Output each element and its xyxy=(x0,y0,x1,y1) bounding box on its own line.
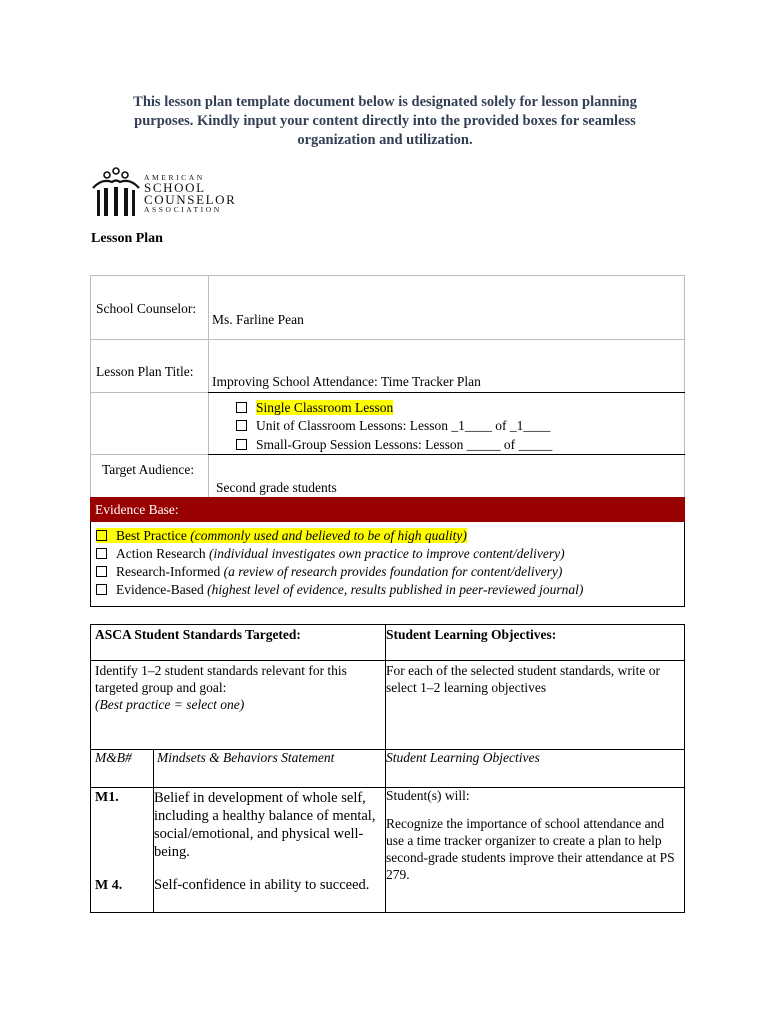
asca-figures-icon xyxy=(90,166,142,218)
m1-statement[interactable]: Belief in development of whole self, including a healthy balance of mental, social/emotional, and physical well-being. xyxy=(154,790,376,860)
audience-label: Target Audience: xyxy=(102,462,195,477)
option-small-group[interactable] xyxy=(236,436,552,454)
objectives-instructions: For each of the selected student standards, write or select 1–2 learning objectives xyxy=(386,663,661,695)
evidence-desc: (commonly used and believed to be of high quality) xyxy=(190,528,467,543)
evidence-name: Best Practice xyxy=(116,528,187,543)
title-field[interactable]: Improving School Attendance: Time Tracker Plan xyxy=(212,374,481,389)
counselor-label: School Counselor: xyxy=(96,301,197,316)
checkbox-icon[interactable] xyxy=(96,548,107,559)
lesson-info-table xyxy=(90,275,685,607)
option-single-classroom[interactable] xyxy=(236,399,393,417)
checkbox-icon[interactable] xyxy=(236,402,247,413)
objectives-intro: Student(s) will: xyxy=(386,788,470,803)
standards-header: ASCA Student Standards Targeted: xyxy=(95,627,301,642)
evidence-desc: (individual investigates own practice to improve content/delivery) xyxy=(208,546,565,561)
objectives-text[interactable]: Recognize the importance of school attendance and use a time tracker organizer to create a plan to help second-grade students improve their attendance at PS 279. xyxy=(386,816,675,882)
m1-code: M1. xyxy=(95,790,119,805)
evidence-base-header: Evidence Base: xyxy=(90,497,685,522)
title-label: Lesson Plan Title: xyxy=(96,364,194,379)
evidence-action-research[interactable] xyxy=(96,545,565,563)
option-label: Small-Group Session Lessons: Lesson _____ of _____ xyxy=(256,437,553,452)
objectives-header: Student Learning Objectives: xyxy=(386,627,557,642)
logo-line-american: AMERICAN xyxy=(144,173,205,182)
logo-line-school: SCHOOL xyxy=(144,179,206,195)
checkbox-icon[interactable] xyxy=(236,439,247,450)
evidence-desc: (a review of research provides foundation for content/delivery) xyxy=(223,564,563,579)
col-objectives: Student Learning Objectives xyxy=(386,750,540,765)
m4-code: M 4. xyxy=(95,878,123,893)
evidence-best-practice[interactable] xyxy=(96,527,467,545)
standards-instruction-note: (Best practice = select one) xyxy=(95,697,245,712)
col-mb-number: M&B# xyxy=(95,750,132,765)
evidence-name: Evidence-Based xyxy=(116,582,204,597)
standards-table xyxy=(90,624,685,913)
intro-text: This lesson plan template document below is designated solely for lesson planning purposes. Kindly input your content directly into the provided boxes for seamless organization and utilization. xyxy=(133,94,637,148)
logo-line-association: ASSOCIATION xyxy=(144,204,222,214)
standards-instructions xyxy=(95,662,380,713)
col-mb-statement: Mindsets & Behaviors Statement xyxy=(157,750,335,765)
option-label: Unit of Classroom Lessons: Lesson _1____ of _1____ xyxy=(256,418,551,433)
counselor-field[interactable]: Ms. Farline Pean xyxy=(212,312,304,327)
checkbox-icon[interactable] xyxy=(96,566,107,577)
standards-instruction-text: Identify 1–2 student standards relevant for this targeted group and goal: xyxy=(95,663,347,695)
evidence-research-informed[interactable] xyxy=(96,563,562,581)
asca-logo xyxy=(90,166,237,218)
evidence-name: Action Research xyxy=(116,546,206,561)
option-unit-classroom[interactable] xyxy=(236,417,550,435)
logo-line-counselor: COUNSELOR xyxy=(144,191,237,207)
checkbox-icon[interactable] xyxy=(96,530,107,541)
audience-field[interactable]: Second grade students xyxy=(216,480,337,495)
m4-statement[interactable]: Self-confidence in ability to succeed. xyxy=(154,877,370,893)
evidence-evidence-based[interactable] xyxy=(96,581,583,599)
checkbox-icon[interactable] xyxy=(96,584,107,595)
logo-wordmark xyxy=(144,174,236,213)
evidence-desc: (highest level of evidence, results published in peer-reviewed journal) xyxy=(207,582,584,597)
option-label: Single Classroom Lesson xyxy=(256,400,394,415)
evidence-name: Research-Informed xyxy=(116,564,221,579)
lesson-plan-heading: Lesson Plan xyxy=(91,231,163,246)
checkbox-icon[interactable] xyxy=(236,420,247,431)
